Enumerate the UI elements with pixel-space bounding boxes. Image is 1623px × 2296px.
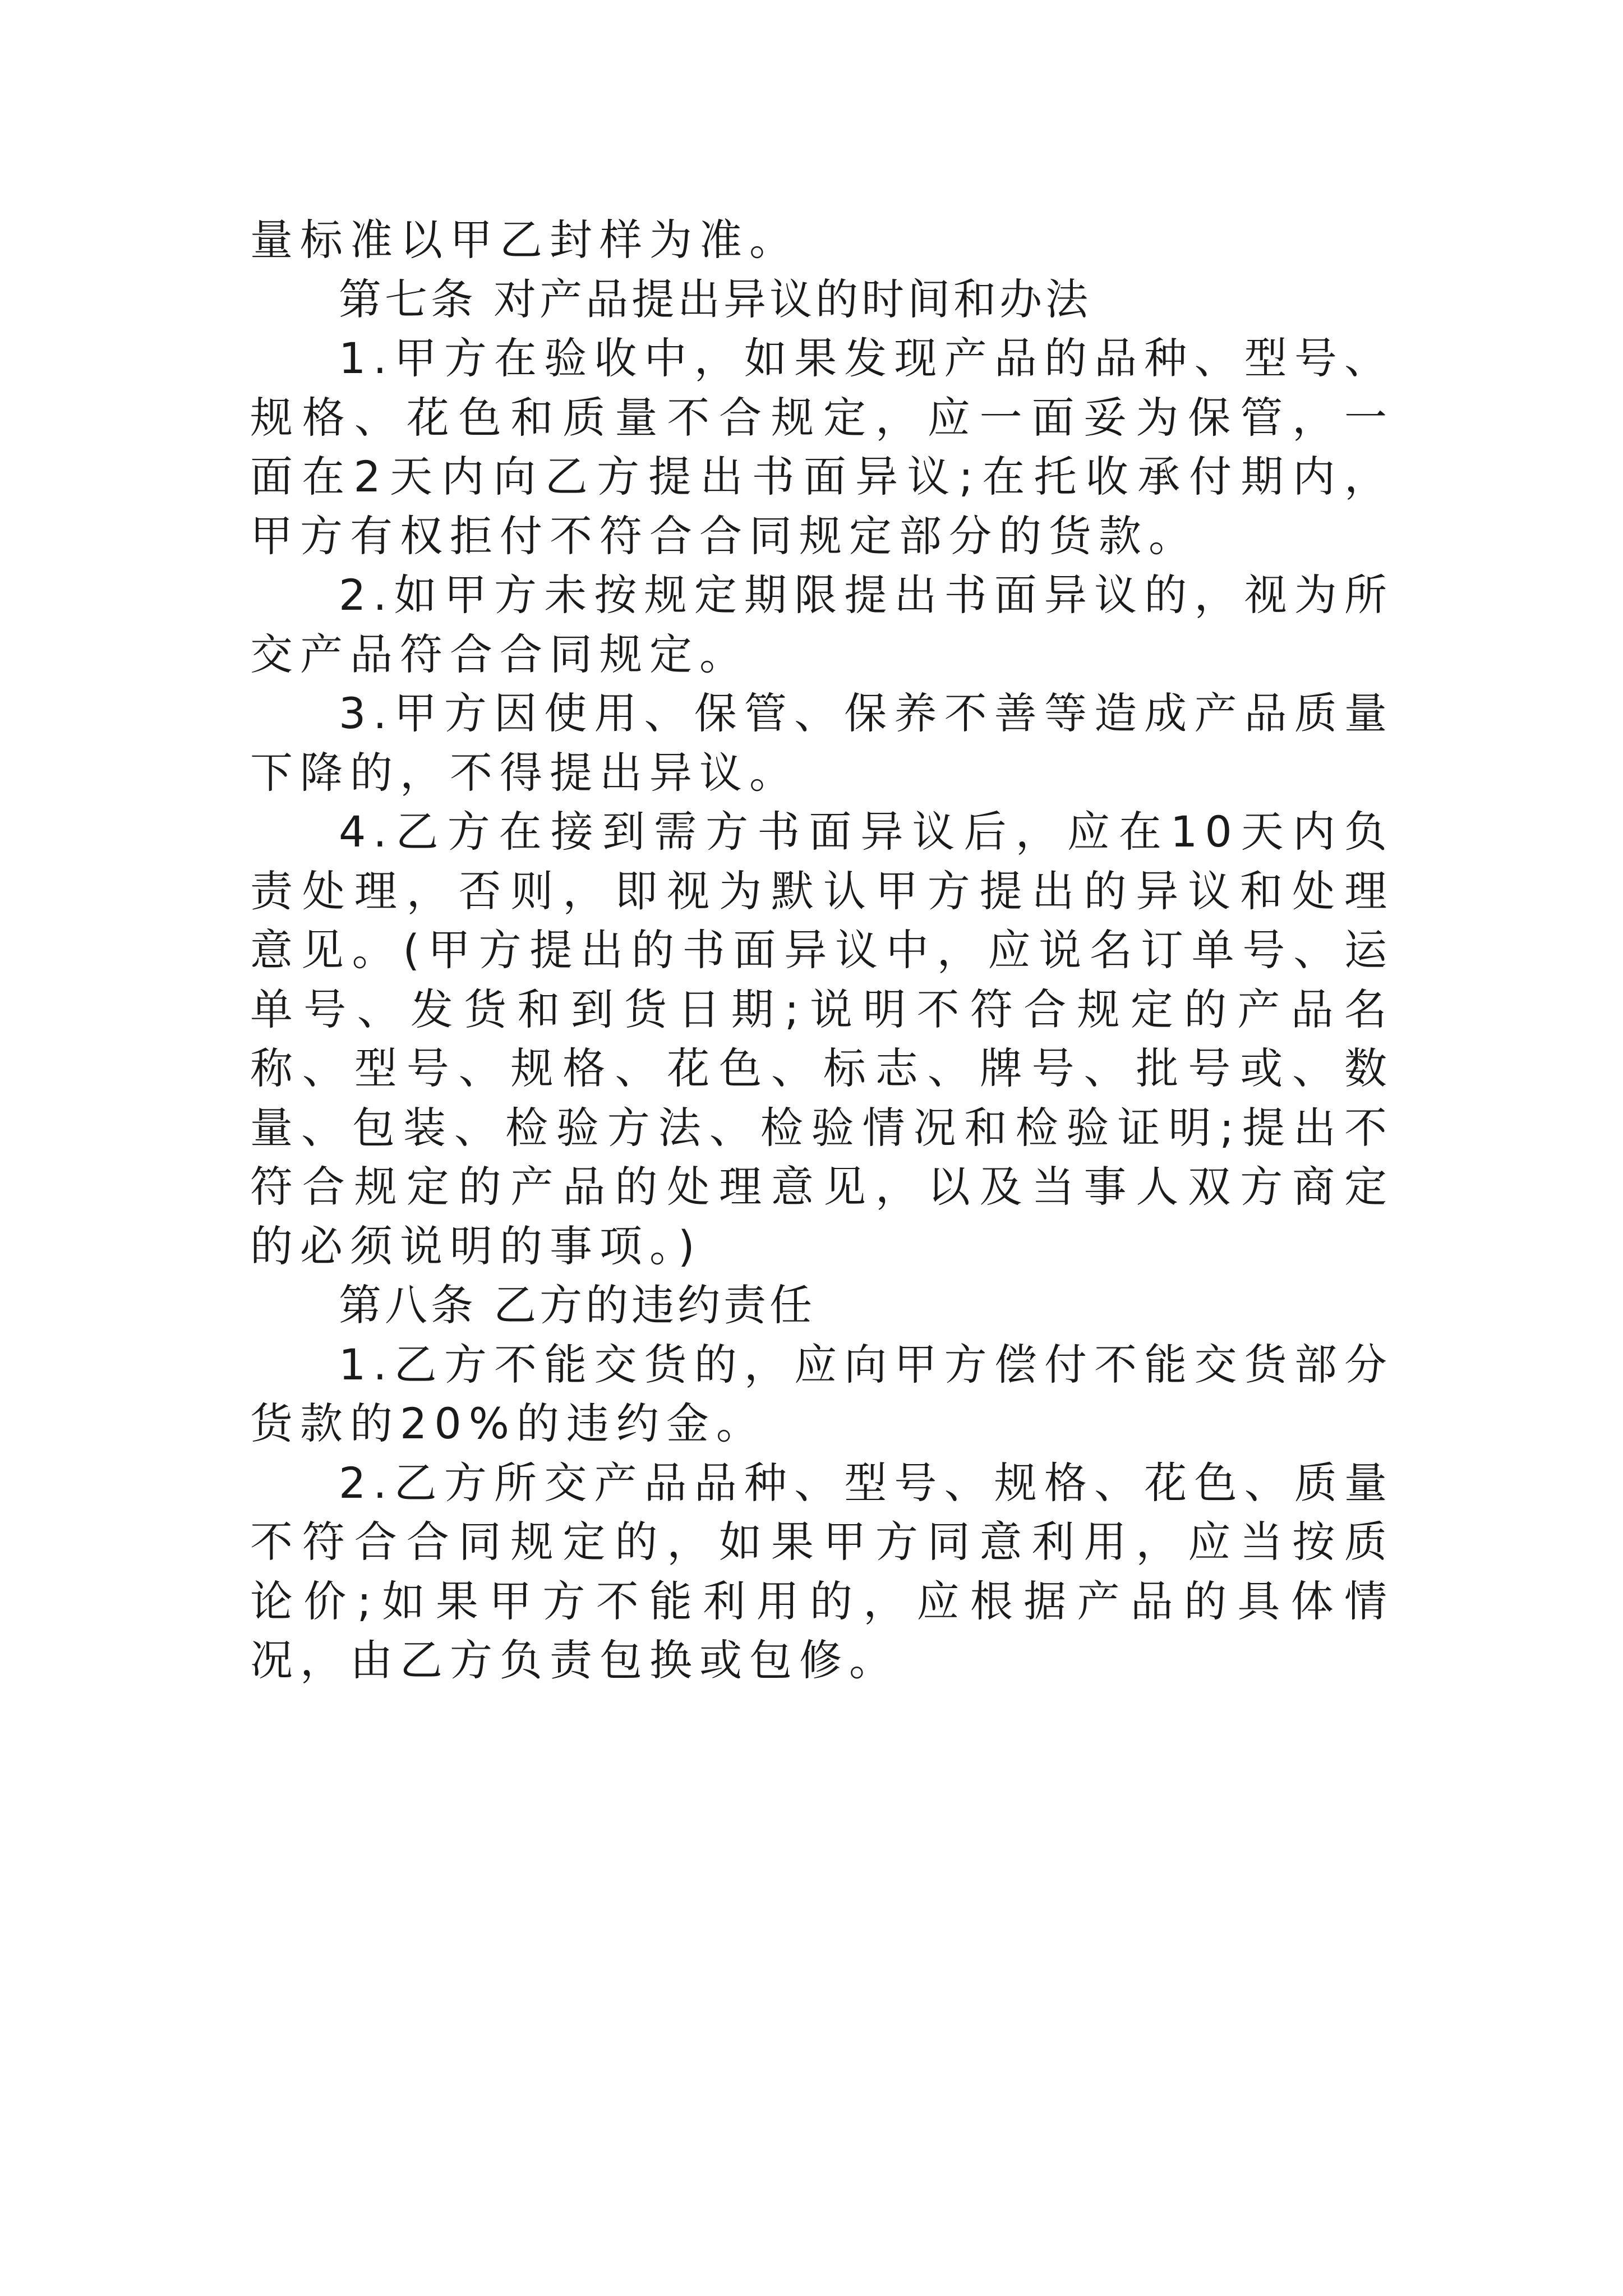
paragraph-continuation: 量标准以甲乙封样为准。 [250,215,799,265]
paragraph-article-7-item-1: 1.甲方在验收中，如果发现产品的品种、型号、规格、花色和质量不合规定，应一面妥为保管，一面在2天内向乙方提出书面异议;在托收承付期内，甲方有权拒付不符合合同规定部分的货款。 [250,333,1394,561]
paragraph-article-8-item-1: 1.乙方不能交货的，应向甲方偿付不能交货部分货款的20%的违约金。 [250,1339,1394,1448]
document-body [250,210,1394,1690]
paragraph-article-7-item-4: 4.乙方在接到需方书面异议后，应在10天内负责处理，否则，即视为默认甲方提出的异议和处理意见。(甲方提出的书面异议中，应说名订单号、运单号、发货和到货日期;说明不符合规定的产品名称、型号、规格、花色、标志、牌号、批号或、数量、包装、检验方法、检验情况和检验证明;提出不符合规定的产品的处理意见，以及当事人双方商定的必须说明的事项。) [250,807,1394,1271]
paragraph-article-7-item-3: 3.甲方因使用、保管、保养不善等造成产品质量下降的，不得提出异议。 [250,688,1394,798]
paragraph-article-8-item-2: 2.乙方所交产品品种、型号、规格、花色、质量不符合合同规定的，如果甲方同意利用，应当按质论价;如果甲方不能利用的，应根据产品的具体情况，由乙方负责包换或包修。 [250,1457,1394,1685]
section-heading-article-7: 第七条 对产品提出异议的时间和办法 [339,274,1092,324]
section-heading-article-8: 第八条 乙方的违约责任 [339,1280,816,1330]
paragraph-article-7-item-2: 2.如甲方未按规定期限提出书面异议的，视为所交产品符合合同规定。 [250,570,1394,679]
